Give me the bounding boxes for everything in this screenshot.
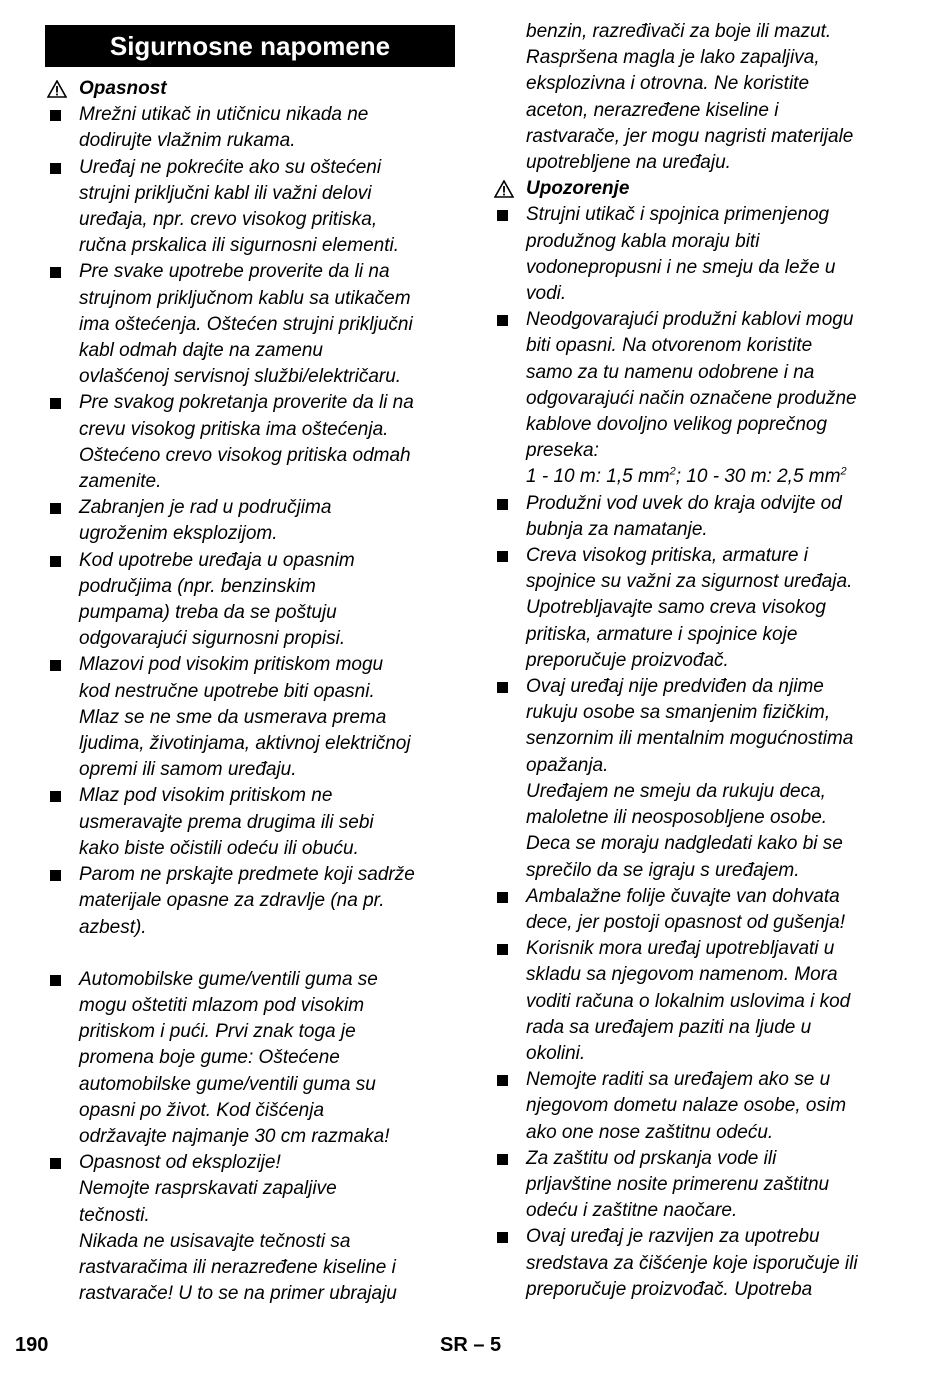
- item-line: Raspršena magla je lako zapaljiva,: [526, 47, 820, 69]
- item-line: vodi.: [526, 283, 567, 305]
- cable-spec-line: [526, 464, 902, 490]
- bullet-icon: [50, 163, 61, 174]
- bullet-icon: [497, 1075, 508, 1086]
- item-line: rastvaračima ili nerazređene kiseline i: [79, 1256, 396, 1278]
- item-line: kako biste očistili odeću ili obuću.: [79, 837, 359, 859]
- spec-short: 1 - 10 m: 1,5 mm: [526, 466, 670, 488]
- item-line: Korisnik mora uređaj upotrebljavati u: [526, 938, 835, 960]
- list-item: [492, 936, 902, 1067]
- list-item: [45, 783, 455, 862]
- bullet-icon: [50, 110, 61, 121]
- right-item-1: [492, 202, 902, 307]
- item-line: ručna prskalica ili sigurnosni elementi.: [79, 235, 399, 257]
- item-line: Strujni utikač i spojnica primenjenog: [526, 204, 830, 226]
- item-line: uređaja, npr. crevo visokog pritiska,: [79, 209, 378, 231]
- list-item: [492, 543, 902, 674]
- item-line: ugroženim eksplozijom.: [79, 523, 278, 545]
- item-line: usmeravajte prema drugima ili sebi: [79, 811, 374, 833]
- item-line: opremi ili samom uređaju.: [79, 759, 297, 781]
- bullet-icon: [497, 1232, 508, 1243]
- item-line: područjima (npr. benzinskim: [79, 575, 316, 597]
- item-line: vodonepropusni i ne smeju da leže u: [526, 256, 836, 278]
- item-line: Automobilske gume/ventili guma se: [79, 968, 378, 990]
- item-line: okolini.: [526, 1042, 586, 1064]
- item-line: opasni po život. Kod čišćenja: [79, 1099, 325, 1121]
- item-line: kablove dovoljno velikog poprečnog: [526, 414, 828, 436]
- item-line: mogu oštetiti mlazom pod visokim: [79, 994, 365, 1016]
- list-item: [45, 155, 455, 260]
- list-item: [492, 202, 902, 307]
- item-line: ovlašćenoj servisnoj službi/električaru.: [79, 366, 402, 388]
- right-items: [492, 491, 902, 1303]
- list-item: [45, 862, 455, 941]
- item-line: Pre svakog pokretanja proverite da li na: [79, 392, 414, 414]
- page-title: Sigurnosne napomene: [45, 25, 455, 67]
- item-line: biti opasni. Na otvorenom koristite: [526, 335, 813, 357]
- list-item: [492, 491, 902, 543]
- item-line: ima oštećenja. Oštećen strujni priključni: [79, 313, 413, 335]
- item-line: voditi računa o lokalnim uslovima i kod: [526, 990, 851, 1012]
- item-line: Mlazovi pod visokim pritiskom mogu: [79, 654, 384, 676]
- item-line: Uređaj ne pokrećite ako su oštećeni: [79, 156, 382, 178]
- item-line: preseka:: [526, 440, 599, 462]
- item-line: Produžni vod uvek do kraja odvijte od: [526, 492, 842, 514]
- item-line: azbest).: [79, 916, 147, 938]
- list-item: [45, 390, 455, 495]
- list-item: [492, 674, 902, 884]
- spec-long: ; 10 - 30 m: 2,5 mm: [675, 466, 841, 488]
- list-item: [492, 1067, 902, 1146]
- list-item: [45, 495, 455, 547]
- item-line: sprečilo da se igraju s uređajem.: [526, 859, 800, 881]
- item-line: Uređajem ne smeju da rukuju deca,: [526, 780, 826, 802]
- warning-heading: [492, 176, 902, 202]
- item-line: pritiskom i pući. Prvi znak toga je: [79, 1021, 356, 1043]
- item-line: eksplozivna i otrovna. Ne koristite: [526, 73, 810, 95]
- item-line: Pre svake upotrebe proverite da li na: [79, 261, 390, 283]
- item-line: održavajte najmanje 30 cm razmaka!: [79, 1125, 390, 1147]
- item-line: Oštećeno crevo visokog pritiska odmah: [79, 444, 411, 466]
- item-line: dodirujte vlažnim rukama.: [79, 130, 296, 152]
- list-item: [492, 1146, 902, 1225]
- item-line: maloletne ili neosposobljene osobe.: [526, 807, 828, 829]
- danger-heading-text: Opasnost: [79, 78, 167, 99]
- item-line: rastvarače! U to se na primer ubrajaju: [79, 1283, 397, 1305]
- bullet-icon: [50, 660, 61, 671]
- item-line: dece, jer postoji opasnost od gušenja!: [526, 911, 845, 933]
- item-line: Ambalažne folije čuvajte van dohvata: [526, 885, 840, 907]
- item-line: odeću i zaštitne naočare.: [526, 1200, 738, 1222]
- continued-item: [492, 19, 902, 176]
- item-line: zamenite.: [79, 471, 162, 493]
- warning-heading-text: Upozorenje: [526, 178, 630, 200]
- item-line: skladu sa njegovom namenom. Mora: [526, 964, 838, 986]
- bullet-icon: [497, 892, 508, 903]
- warning-triangle-icon: [47, 80, 67, 98]
- item-line: crevu visokog pritiska ima oštećenja.: [79, 418, 389, 440]
- list-item: [45, 967, 455, 1150]
- item-line: spojnice su važni za sigurnost uređaja.: [526, 571, 853, 593]
- bullet-icon: [497, 551, 508, 562]
- item-line: Nemojte raditi sa uređajem ako se u: [526, 1069, 831, 1091]
- bullet-icon: [497, 210, 508, 221]
- item-line: Mrežni utikač in utičnicu nikada ne: [79, 104, 369, 126]
- item-line: Ovaj uređaj je razvijen za upotrebu: [526, 1226, 820, 1248]
- item-line: automobilske gume/ventili guma su: [79, 1073, 376, 1095]
- item-line: ljudima, životinjama, aktivnoj električnoj: [79, 733, 411, 755]
- item-line: kod nestručne upotrebe biti opasni.: [79, 680, 375, 702]
- item-line: pritiska, armature i spojnice koje: [526, 623, 798, 645]
- bullet-icon: [497, 1154, 508, 1165]
- list-item: [45, 259, 455, 390]
- item-line: Mlaz se ne sme da usmerava prema: [79, 706, 387, 728]
- bullet-icon: [50, 503, 61, 514]
- bullet-icon: [50, 1158, 61, 1169]
- list-item: [45, 102, 455, 154]
- item-line: odgovarajući način označene produžne: [526, 387, 857, 409]
- item-line: samo za tu namenu odobrene i na: [526, 361, 815, 383]
- item-line: Nikada ne usisavajte tečnosti sa: [79, 1230, 351, 1252]
- item-line: rada sa uređajem paziti na ljude u: [526, 1016, 812, 1038]
- item-line: Mlaz pod visokim pritiskom ne: [79, 785, 333, 807]
- right-column: [492, 0, 902, 1303]
- item-line: Opasnost od eksplozije!: [79, 1152, 281, 1174]
- item-line: Parom ne prskajte predmete koji sadrže: [79, 864, 415, 886]
- list-item: [492, 884, 902, 936]
- item-line: Creva visokog pritiska, armature i: [526, 545, 808, 567]
- item-line: promena boje gume: Oštećene: [79, 1047, 340, 1069]
- list-item: [45, 652, 455, 783]
- item-line: Zabranjen je rad u područjima: [79, 497, 332, 519]
- left-items-b: [45, 967, 455, 1308]
- bullet-icon: [497, 944, 508, 955]
- item-line: odgovarajući sigurnosni propisi.: [79, 628, 346, 650]
- item-line: materijale opasne za zdravlje (na pr.: [79, 890, 385, 912]
- item-line: sredstava za čišćenje koje isporučuje ili: [526, 1252, 858, 1274]
- item-line: tečnosti.: [79, 1204, 150, 1226]
- item-line: Deca se moraju nadgledati kako bi se: [526, 833, 843, 855]
- item-line: ako one nose zaštitnu odeću.: [526, 1121, 774, 1143]
- item-line: aceton, nerazređene kiseline i: [526, 99, 779, 121]
- bullet-icon: [50, 791, 61, 802]
- item-line: Nemojte rasprskavati zapaljive: [79, 1178, 337, 1200]
- page-label: SR – 5: [440, 1334, 502, 1356]
- left-items-a: [45, 102, 455, 941]
- list-item: [45, 548, 455, 653]
- superscript: 2: [669, 466, 676, 479]
- superscript: 2: [840, 466, 847, 479]
- list-item: [492, 1224, 902, 1303]
- item-line: prljavštine nosite primerenu zaštitnu: [526, 1173, 830, 1195]
- item-line: preporučuje proizvođač. Upotreba: [526, 1278, 813, 1300]
- list-item: [45, 1150, 455, 1307]
- item-line: Neodgovarajući produžni kablovi mogu: [526, 309, 854, 331]
- item-line: rastvarače, jer mogu nagristi materijale: [526, 125, 854, 147]
- item-line: strujnom priključnom kablu sa utikačem: [79, 287, 411, 309]
- page-number: 190: [15, 1334, 49, 1356]
- bullet-icon: [50, 870, 61, 881]
- list-item: [492, 307, 902, 490]
- item-line: Ovaj uređaj nije predviđen da njime: [526, 676, 824, 698]
- bullet-icon: [50, 398, 61, 409]
- item-line: produžnog kabla moraju biti: [526, 230, 760, 252]
- danger-heading: [45, 76, 455, 102]
- spacer: [45, 941, 455, 967]
- item-line: upotrebljene na uređaju.: [526, 152, 731, 174]
- item-line: pumpama) treba da se poštuju: [79, 602, 337, 624]
- bullet-icon: [50, 267, 61, 278]
- item-line: benzin, razređivači za boje ili mazut.: [526, 21, 832, 42]
- left-column: [45, 0, 455, 1307]
- item-line: strujni priključni kabl ili važni delovi: [79, 182, 372, 204]
- item-line: preporučuje proizvođač.: [526, 649, 729, 671]
- bullet-icon: [497, 315, 508, 326]
- item-line: bubnja za namatanje.: [526, 518, 708, 540]
- item-line: rukuju osobe sa smanjenim fizičkim,: [526, 702, 831, 724]
- item-line: Upotrebljavajte samo creva visokog: [526, 597, 826, 619]
- bullet-icon: [50, 556, 61, 567]
- item-line: senzornim ili mentalnim mogućnostima: [526, 728, 854, 750]
- item-line: kabl odmah dajte na zamenu: [79, 340, 323, 362]
- item-line: njegovom dometu nalaze osobe, osim: [526, 1095, 847, 1117]
- item-line: opažanja.: [526, 754, 609, 776]
- item-line: Za zaštitu od prskanja vode ili: [526, 1147, 777, 1169]
- bullet-icon: [50, 975, 61, 986]
- bullet-icon: [497, 682, 508, 693]
- item-line: Kod upotrebe uređaja u opasnim: [79, 549, 355, 571]
- warning-triangle-icon: [494, 180, 514, 198]
- bullet-icon: [497, 499, 508, 510]
